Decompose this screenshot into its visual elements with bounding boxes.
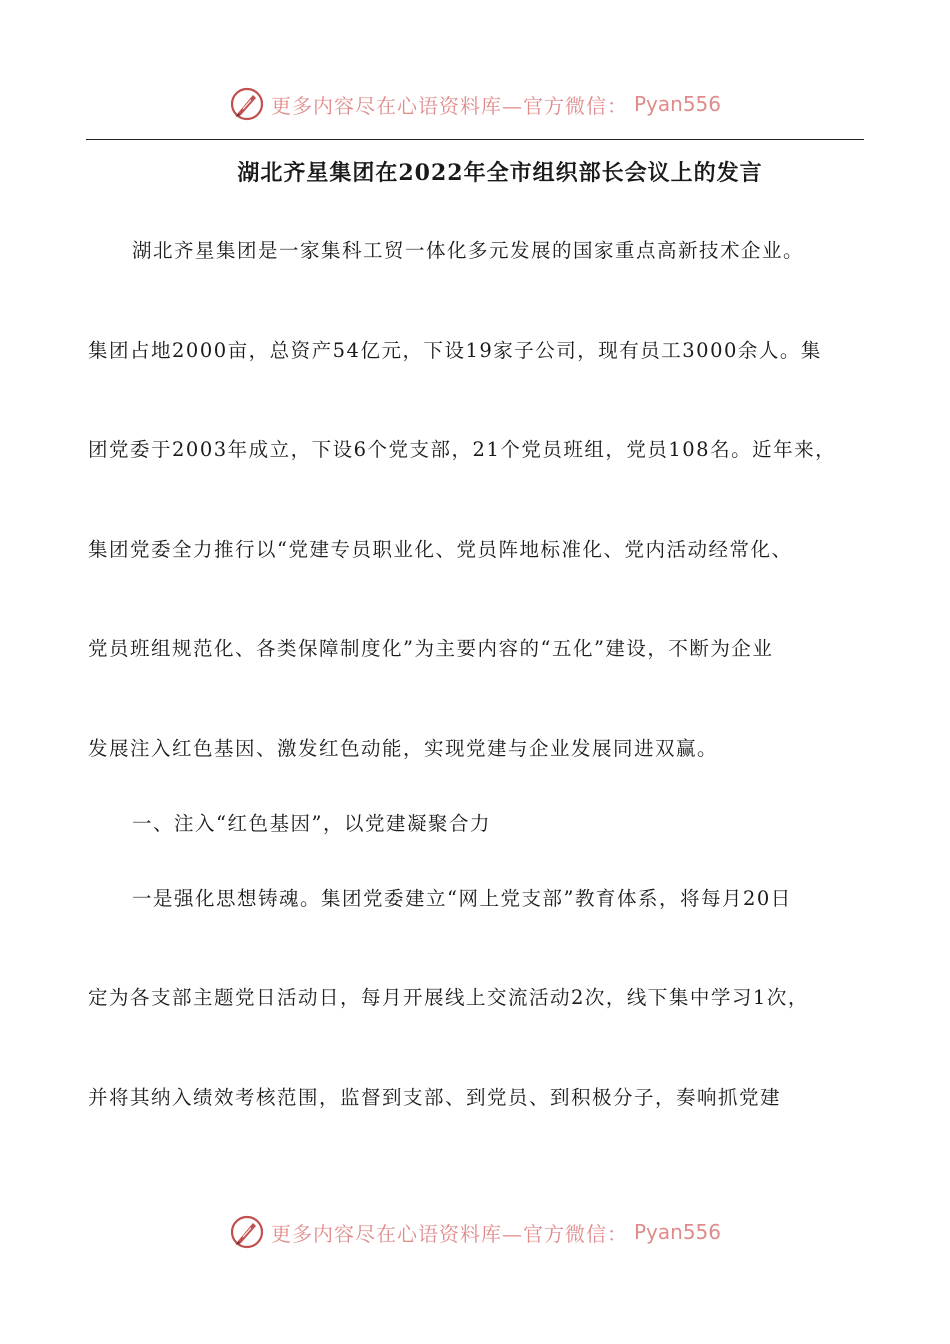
paragraph-line: 并将其纳入绩效考核范围，监督到支部、到党员、到积极分子，奏响抓党建 — [88, 1086, 782, 1109]
branding-text: 更多内容尽在心语资料库—官方微信： — [270, 93, 628, 118]
quill-pen-logo-icon — [229, 1214, 265, 1250]
header-divider — [86, 139, 864, 140]
paragraph-line: 一是强化思想铸魂。集团党委建立“网上党支部”教育体系，将每月20日 — [132, 887, 792, 910]
header-branding — [0, 82, 950, 126]
paragraph-line: 发展注入红色基因、激发红色动能，实现党建与企业发展同进双赢。 — [88, 737, 719, 760]
document-title: 湖北齐星集团在2022年全市组织部长会议上的发言 — [237, 160, 763, 186]
branding-text: 更多内容尽在心语资料库—官方微信： — [270, 1221, 628, 1246]
branding-wechat-id: Pyan556 — [633, 1220, 721, 1244]
section-heading: 一、注入“红色基因”，以党建凝聚合力 — [132, 812, 491, 835]
paragraph-line: 党员班组规范化、各类保障制度化”为主要内容的“五化”建设，不断为企业 — [88, 637, 774, 660]
branding-wechat-id: Pyan556 — [633, 92, 721, 116]
paragraph-line: 湖北齐星集团是一家集科工贸一体化多元发展的国家重点高新技术企业。 — [132, 239, 805, 262]
paragraph-line: 集团党委全力推行以“党建专员职业化、党员阵地标准化、党内活动经常化、 — [88, 538, 793, 561]
paragraph-line: 团党委于2003年成立，下设6个党支部，21个党员班组，党员108名。近年来， — [88, 438, 837, 461]
quill-pen-logo-icon — [229, 86, 265, 122]
paragraph-line: 集团占地2000亩，总资产54亿元，下设19家子公司，现有员工3000余人。集 — [88, 339, 822, 362]
paragraph-line: 定为各支部主题党日活动日，每月开展线上交流活动2次，线下集中学习1次， — [88, 986, 809, 1009]
footer-branding — [0, 1210, 950, 1254]
